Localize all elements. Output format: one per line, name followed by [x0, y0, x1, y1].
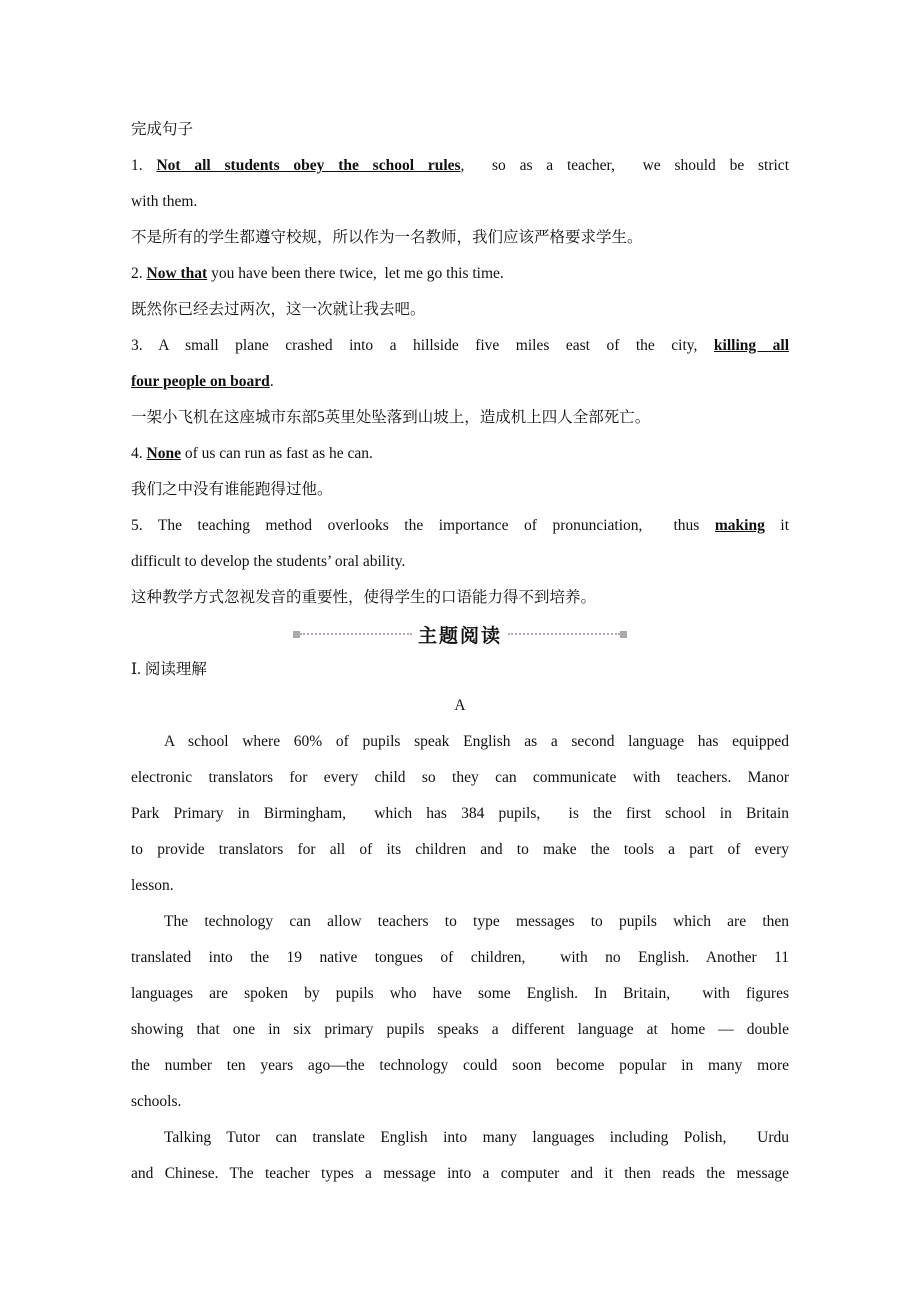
text-line — [131, 580, 789, 616]
text-line — [131, 724, 789, 760]
text-line — [131, 148, 789, 184]
divider-rule — [300, 633, 412, 635]
answer-text: Now that — [146, 265, 208, 282]
text-line — [131, 400, 789, 436]
line-text: with them. — [131, 193, 198, 210]
text-line — [131, 472, 789, 508]
line-text: 完成句子 — [131, 121, 194, 138]
line-text: 5. The teaching method overlooks the importance of pronunciation, thus — [131, 517, 715, 534]
line-text: to provide translators for all of its children and to make the tools a part of every — [131, 841, 789, 858]
line-text: languages are spoken by pupils who have some English. In Britain, with figures — [131, 985, 789, 1002]
line-text: 我们之中没有谁能跑得过他。 — [131, 481, 333, 498]
line-text: 一架小飞机在这座城市东部5英里处坠落到山坡上，造成机上四人全部死亡。 — [131, 409, 651, 426]
line-text: you have been there twice, let me go this time. — [207, 265, 504, 282]
text-line — [131, 256, 789, 292]
divider-rule — [508, 633, 620, 635]
section-divider — [131, 616, 789, 652]
section-title: 主题阅读 — [417, 624, 502, 647]
exercise-section — [131, 112, 789, 616]
answer-text: making — [714, 517, 765, 534]
line-text: translated into the 19 native tongues of children, with no English. Another 11 — [131, 949, 789, 966]
divider-end-icon — [620, 631, 627, 638]
text-line — [131, 1048, 789, 1084]
line-text: Talking Tutor can translate English into many languages including Polish, Urdu — [164, 1129, 789, 1146]
text-line — [131, 292, 789, 328]
line-text: and Chinese. The teacher types a message into a computer and it then reads the message — [131, 1165, 789, 1182]
text-line — [131, 796, 789, 832]
line-text: Park Primary in Birmingham, which has 384 pupils, is the first school in Britain — [131, 805, 789, 822]
line-text: 这种教学方式忽视发音的重要性，使得学生的口语能力得不到培养。 — [131, 589, 597, 606]
line-text: A — [454, 697, 466, 714]
line-text: 不是所有的学生都遵守校规，所以作为一名教师，我们应该严格要求学生。 — [131, 229, 643, 246]
text-line — [131, 544, 789, 580]
line-text: showing that one in six primary pupils speaks a different language at home — double — [131, 1021, 789, 1038]
text-line — [131, 220, 789, 256]
line-text: 1. — [131, 157, 157, 174]
text-line — [131, 868, 789, 904]
line-text: , so as a teacher, we should be strict — [460, 157, 789, 174]
answer-text: four people on board — [131, 373, 270, 390]
text-line — [131, 1084, 789, 1120]
text-line — [131, 652, 789, 688]
divider-end-icon — [293, 631, 300, 638]
text-line — [131, 508, 789, 544]
text-line — [131, 832, 789, 868]
answer-text: Not all students obey the school rules — [156, 157, 461, 174]
text-line — [131, 436, 789, 472]
line-text: of us can run as fast as he can. — [180, 445, 373, 462]
text-line — [131, 976, 789, 1012]
line-text: 4. — [131, 445, 147, 462]
line-text: 既然你已经去过两次，这一次就让我去吧。 — [131, 301, 426, 318]
text-line — [131, 904, 789, 940]
line-text: The technology can allow teachers to type messages to pupils which are then — [164, 913, 789, 930]
text-line — [131, 1156, 789, 1192]
line-text: electronic translators for every child so they can communicate with teachers. Manor — [131, 769, 789, 786]
line-text: 3. A small plane crashed into a hillside five miles east of the city, — [131, 337, 714, 354]
line-text: 2. — [131, 265, 147, 282]
line-text: . — [269, 373, 274, 390]
text-line — [131, 328, 789, 364]
text-line — [131, 364, 789, 400]
answer-text: None — [146, 445, 181, 462]
text-line — [131, 760, 789, 796]
line-text: it — [764, 517, 789, 534]
line-text: A school where 60% of pupils speak English as a second language has equipped — [164, 733, 789, 750]
line-text: Ⅰ. 阅读理解 — [131, 661, 207, 678]
reading-section — [131, 652, 789, 1192]
line-text: lesson. — [131, 877, 174, 894]
text-line — [131, 184, 789, 220]
text-line — [131, 688, 789, 724]
line-text: schools. — [131, 1093, 182, 1110]
line-text: the number ten years ago—the technology could soon become popular in many more — [131, 1057, 789, 1074]
line-text: difficult to develop the students’ oral ability. — [131, 553, 406, 570]
document-body — [131, 112, 789, 1192]
text-line — [131, 1120, 789, 1156]
text-line — [131, 112, 789, 148]
answer-text: killing all — [713, 337, 789, 354]
text-line — [131, 1012, 789, 1048]
text-line — [131, 940, 789, 976]
